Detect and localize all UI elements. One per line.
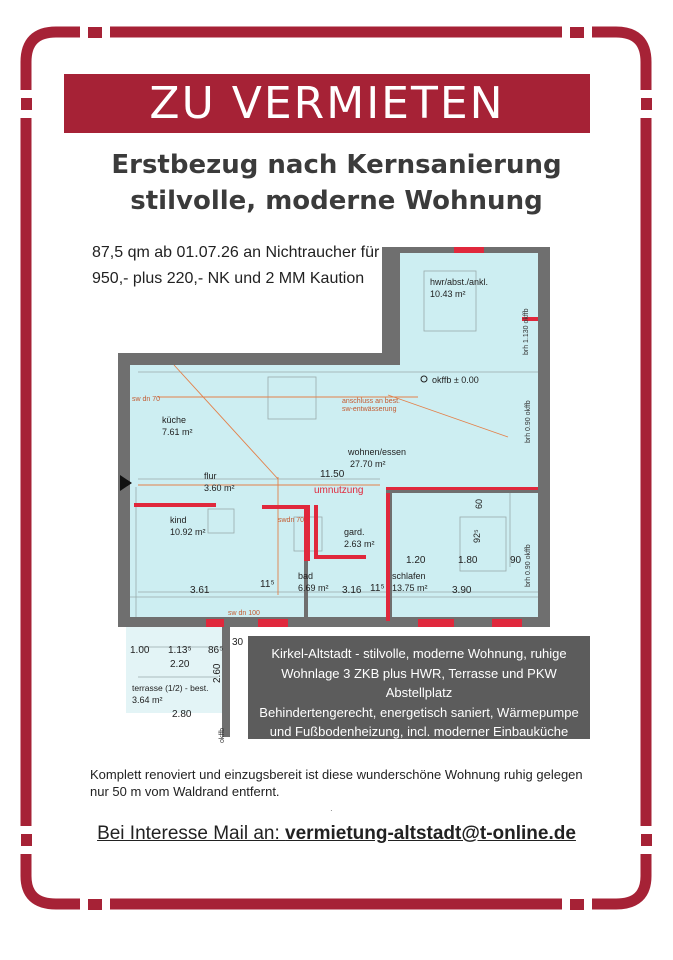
dim-30: 30	[232, 637, 244, 648]
contact-line	[40, 823, 633, 845]
room-hwr-area: 10.43 m²	[430, 289, 466, 299]
room-wohnen-area: 27.70 m²	[350, 459, 386, 469]
dim-1-13: 1.13⁵	[168, 645, 192, 656]
dim-86: 86⁵	[208, 645, 224, 656]
contact-email-link[interactable]: vermietung-altstadt@t-online.de	[285, 823, 576, 844]
summary-box	[248, 636, 590, 739]
description-line-2: nur 50 m vom Waldrand entfernt.	[90, 784, 280, 799]
description	[90, 766, 600, 800]
title-banner: ZU VERMIETEN	[64, 74, 590, 133]
dim-11-5-a: 11⁵	[260, 579, 275, 590]
dim-11-50: 11.50	[320, 469, 345, 480]
description-line-1: Komplett renoviert und einzugsbereit ist diese wunderschöne Wohnung ruhig gelegen	[90, 767, 583, 782]
note-brh-2: brh 0.90 okffb	[525, 400, 532, 443]
room-terrasse-name: terrasse (1/2) - best.	[132, 683, 209, 693]
summary-line-3: Behindertengerecht, energetisch saniert, Wärmepumpe	[259, 704, 579, 720]
note-okffb-small: okffb	[219, 727, 226, 743]
headline-line-2: stilvolle, moderne Wohnung	[130, 186, 543, 216]
summary-line-2: Wohnlage 3 ZKB plus HWR, Terrasse und PKW Abstellplatz	[281, 665, 557, 700]
room-flur-name: flur	[204, 471, 217, 481]
note-umnutzung: umnutzung	[314, 485, 364, 496]
room-kind-area: 10.92 m²	[170, 527, 206, 537]
note-anschluss-1: anschluss an best.	[342, 398, 400, 405]
room-kueche-name: küche	[162, 415, 187, 425]
summary-line-1: Kirkel-Altstadt - stilvolle, moderne Wohnung, ruhige	[271, 646, 567, 661]
dim-3-61: 3.61	[190, 585, 210, 596]
note-sw-dn-100: sw dn 100	[228, 610, 260, 617]
contact-prefix: Bei Interesse Mail an:	[97, 823, 286, 844]
dim-3-90: 3.90	[452, 585, 472, 596]
room-gard-area: 2.63 m²	[344, 539, 375, 549]
dim-1-80: 1.80	[458, 555, 478, 566]
dim-2-60: 2.60	[212, 663, 223, 683]
room-kind-name: kind	[170, 515, 187, 525]
room-bad-name: bad	[298, 571, 314, 581]
room-gard-name: gard.	[344, 527, 365, 537]
note-okffb: okffb ± 0.00	[432, 375, 479, 385]
dim-1-00: 1.00	[130, 645, 150, 656]
room-schlafen-area: 13.75 m²	[392, 583, 428, 593]
price-line-2: 950,- plus 220,- NK und 2 MM Kaution	[92, 270, 365, 287]
dim-60: 60	[474, 498, 484, 509]
note-swdn-70: swdn 70	[278, 517, 305, 524]
room-bad-area: 6.69 m²	[298, 583, 329, 593]
note-brh-3: brh 0.90 okffb	[525, 544, 532, 587]
price-line-1: 87,5 qm ab 01.07.26 an Nichtraucher für	[92, 244, 380, 261]
room-hwr-name: hwr/abst./ankl.	[430, 277, 489, 287]
dim-2-80: 2.80	[172, 709, 192, 720]
dim-11-5-b: 11⁵	[370, 583, 385, 594]
room-terrasse-area: 3.64 m²	[132, 695, 163, 705]
room-wohnen-name: wohnen/essen	[348, 447, 407, 457]
room-kueche-area: 7.61 m²	[162, 427, 193, 437]
dim-2-20: 2.20	[170, 659, 190, 670]
note-brh-1: brh 1.130 okffb	[523, 308, 530, 355]
note-sw-dn-70: sw dn 70	[132, 396, 161, 403]
room-flur-area: 3.60 m²	[204, 483, 235, 493]
dim-1-20: 1.20	[406, 555, 426, 566]
summary-line-4: und Fußbodenheizung, incl. moderner Einbauküche	[269, 724, 569, 739]
note-anschluss-2: sw-entwässerung	[342, 406, 397, 413]
decorative-dot: ·	[330, 806, 333, 815]
headline-line-1: Erstbezug nach Kernsanierung	[111, 150, 562, 180]
dim-90: 90	[510, 555, 522, 566]
room-schlafen-name: schlafen	[392, 571, 426, 581]
dim-3-16: 3.16	[342, 585, 362, 596]
dim-92: 92⁵	[472, 529, 482, 543]
